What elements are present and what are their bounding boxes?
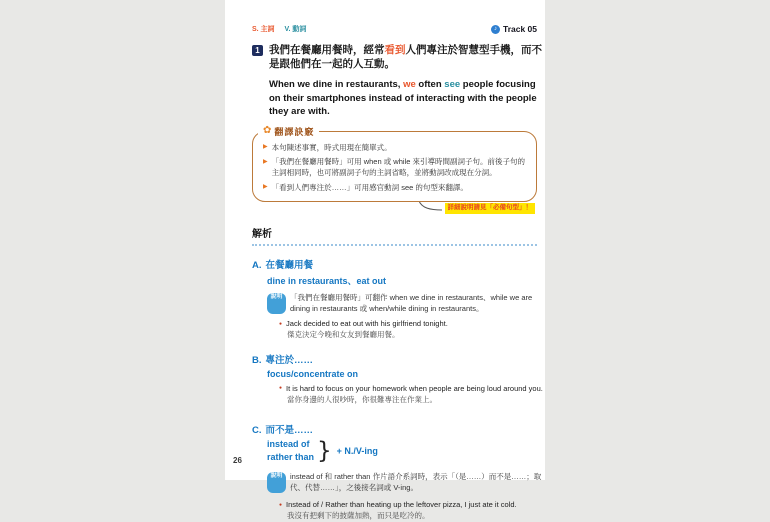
tips-title-label: 翻譯訣竅 (274, 126, 315, 137)
source-sentence-zh (269, 43, 547, 71)
tip-text: 「我們在餐廳用餐時」可用 when 或 while 來引導時間副詞子句。前後子句的主詞相同時，也可將副詞子句的主詞省略，並將動詞改成現在分詞。 (271, 157, 525, 178)
pattern-suffix: + N./V-ing (336, 445, 378, 456)
item-number-badge: 1 (252, 45, 263, 56)
reference-note-row (252, 203, 537, 214)
example-sentence-en (279, 500, 549, 511)
triangle-bullet-icon: ▶ (263, 158, 268, 165)
en-subject-highlight: we (403, 79, 416, 91)
tip-bullet (263, 182, 528, 193)
page-header (252, 24, 537, 34)
exercise-item (252, 43, 542, 119)
example-en-text: Instead of / Rather than heating up the leftover pizza, I just ate it cold. (286, 500, 517, 510)
section-letter: C. (252, 424, 262, 436)
explanation-text: 「我們在餐廳用餐時」可翻作 when we dine in restaurants、while we are dining in restaurants 或 when/while dining in restaurants。 (290, 292, 533, 313)
section-letter: A. (252, 259, 262, 271)
explain-badge: 說明 (267, 293, 286, 315)
zh-verb-highlight: 看到 (384, 44, 406, 56)
analysis-section-a (252, 257, 537, 341)
example-block (279, 319, 549, 341)
brace-glyph: } (317, 437, 332, 464)
tip-text: 「看到人們專注於……」可用感官動詞 see 的句型來翻譯。 (271, 182, 468, 192)
phrase-options (267, 438, 314, 462)
phrase-pattern-construct (267, 438, 537, 464)
dot-bullet-icon: ● (279, 385, 283, 392)
grammar-legend (252, 24, 306, 34)
example-block (279, 500, 549, 522)
subject-legend-label: S. 主詞 (252, 26, 275, 33)
tip-bullet (263, 142, 528, 153)
example-sentence-zh: 我沒有把剩下的披薩加熱，而只是吃冷的。 (287, 510, 430, 520)
example-sentence-zh: 傑克決定今晚和女友到餐廳用餐。 (287, 329, 400, 339)
connector-curve (417, 201, 443, 212)
example-sentence-en (279, 319, 549, 330)
section-heading (252, 422, 537, 436)
example-en-text: Jack decided to eat out with his girlfriend tonight. (286, 319, 448, 329)
en-segment: often (415, 79, 445, 91)
dot-bullet-icon: ● (279, 501, 283, 508)
triangle-bullet-icon: ▶ (263, 144, 268, 151)
section-heading (252, 257, 537, 271)
translation-tips-box (252, 125, 537, 202)
explanation-row (267, 471, 549, 494)
tip-text: 本句陳述事實，時式用現在簡單式。 (271, 142, 392, 152)
explanation-text: instead of 和 rather than 作片語介系詞時，表示「（是……）而不是……；取代、代替……」，之後接名詞或 V-ing。 (290, 471, 542, 492)
phrase-option-bottom: rather than (267, 451, 315, 462)
tip-bullet (263, 156, 528, 179)
track-label: Track 05 (502, 24, 537, 34)
analysis-section-c (252, 422, 542, 522)
example-sentence-zh: 當你身邊的人很吵時，你很難專注在作業上。 (287, 394, 437, 404)
section-title-zh: 專注於…… (265, 354, 314, 366)
audio-note-icon: ♪ (491, 25, 500, 34)
example-block (279, 384, 549, 406)
explanation-row (267, 292, 549, 315)
page-content (225, 0, 545, 522)
section-phrase-en: dine in restaurants、eat out (267, 275, 387, 286)
en-segment: When we dine in restaurants, (269, 79, 404, 91)
phrase-option-top: instead of (267, 439, 310, 450)
en-segment: people focusing on their smartphones instead of interacting with the people they are with. (269, 79, 537, 118)
example-sentence-en (279, 384, 549, 395)
analysis-heading: 解析 (252, 225, 537, 246)
section-letter: B. (252, 354, 262, 366)
section-title-zh: 在餐廳用餐 (265, 259, 314, 271)
en-verb-highlight: see (444, 79, 461, 91)
analysis-section-b (252, 352, 543, 406)
tips-box-title (258, 125, 319, 138)
triangle-bullet-icon: ▶ (263, 184, 268, 191)
verb-legend-label: V. 動詞 (284, 26, 307, 33)
explain-badge: 說明 (267, 472, 286, 494)
translated-sentence-en (269, 78, 547, 118)
section-title-zh: 而不是…… (265, 424, 314, 436)
audio-track-badge (491, 24, 537, 34)
zh-segment: 我們在餐廳用餐時，經常 (269, 44, 385, 56)
book-page (225, 0, 545, 520)
section-heading (252, 352, 537, 366)
page-number: 26 (233, 456, 242, 465)
zh-segment: 人們專注於智慧型手機，而不是跟他們在一起的人互動。 (269, 44, 542, 71)
dot-bullet-icon: ● (279, 320, 283, 327)
example-en-text: It is hard to focus on your homework when people are being loud around you. (286, 383, 543, 393)
gear-flower-icon: ✿ (263, 125, 272, 137)
item-body (269, 43, 547, 119)
section-phrase-en: focus/concentrate on (267, 368, 359, 379)
highlighted-reference-note: 詳細說明請見「必備句型」！ (445, 203, 536, 214)
